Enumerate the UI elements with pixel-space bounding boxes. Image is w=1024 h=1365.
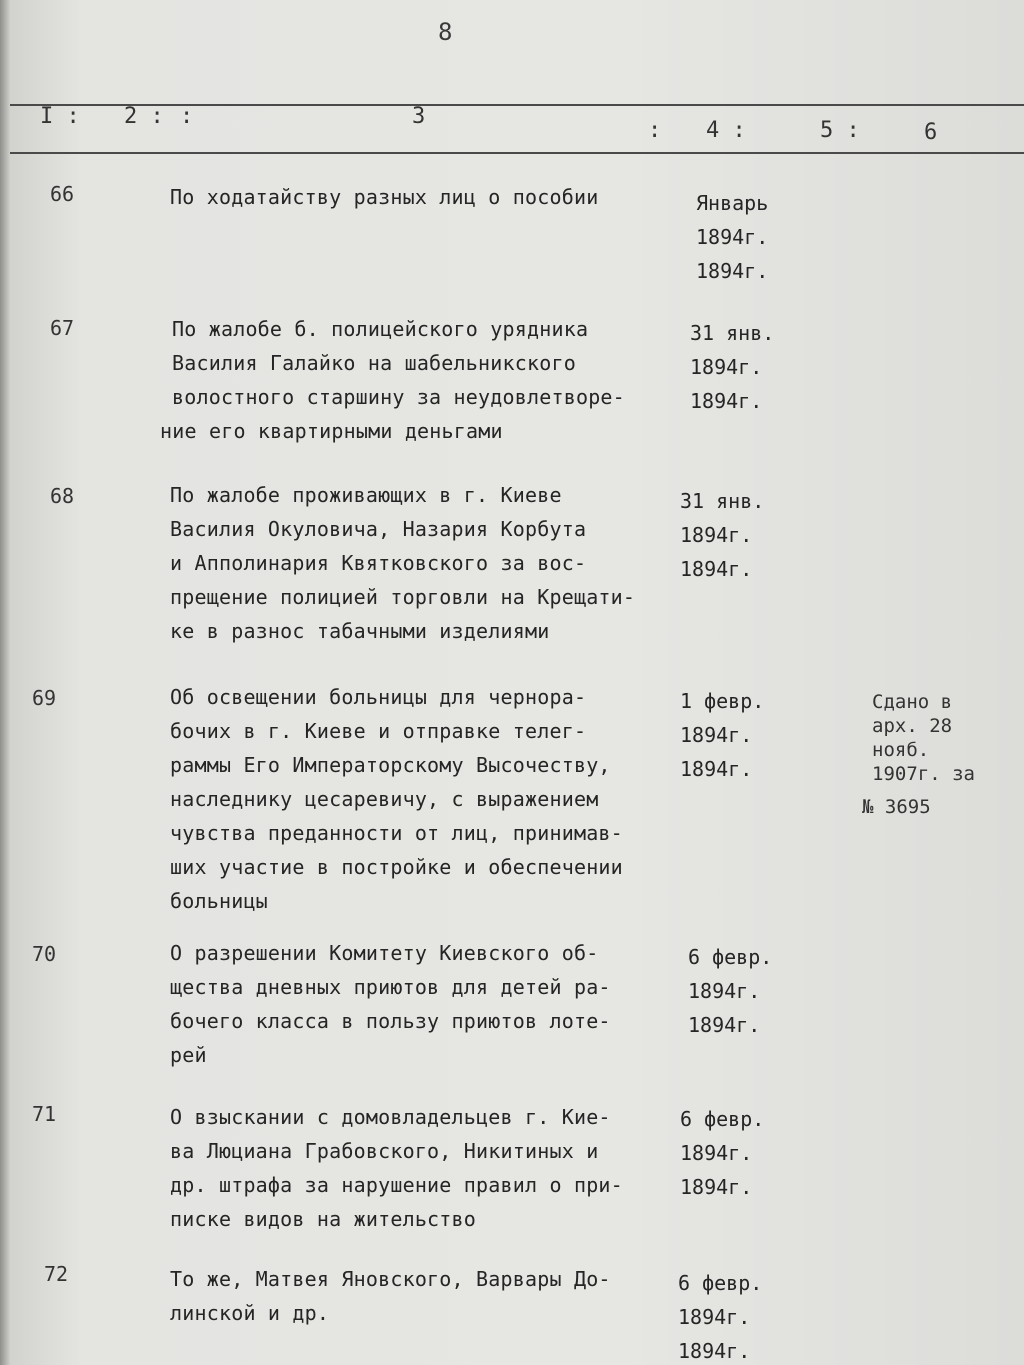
entry-title <box>170 1262 690 1330</box>
entry-title-line: бочего класса в пользу приютов лоте- <box>170 1009 611 1033</box>
entry-date-line: 1894г. <box>680 1175 753 1199</box>
entry-date-line: 1894г. <box>696 225 769 249</box>
archive-note-line: Сдано в <box>872 691 953 713</box>
entry-date-line: 1894г. <box>688 979 761 1003</box>
entry-title-line: Василия Галайко на шабельникского <box>172 351 576 375</box>
entry-date-line: 1894г. <box>680 723 753 747</box>
header-col-4: 4 : <box>706 118 746 143</box>
entry-date-line: 1 февр. <box>680 689 765 713</box>
entry-date-line: 6 февр. <box>678 1271 763 1295</box>
entry-title-line: О взыскании с домовладельцев г. Кие- <box>170 1105 611 1129</box>
entry-number: 67 <box>50 316 75 340</box>
header-col-6: 6 <box>924 120 938 145</box>
entry-title-line: Об освещении больницы для черноpa- <box>170 685 587 709</box>
header-col-2-separator: : <box>180 104 194 129</box>
header-col-3: 3 <box>412 104 426 129</box>
entry-title-line: ва Люциана Грабовского, Никитиных и <box>170 1139 599 1163</box>
entry-title <box>170 180 690 214</box>
entry-title <box>170 478 690 648</box>
entry-title-line: бочих в г. Киеве и отправке телег- <box>170 719 587 743</box>
entry-date-line: 1894г. <box>690 389 763 413</box>
page-edge-shadow <box>0 0 10 1365</box>
entry-title-line: рей <box>170 1043 207 1067</box>
entry-dates <box>680 1102 800 1204</box>
entry-number: 70 <box>32 942 57 966</box>
entry-title-line: наследнику цесаревичу, с выражением <box>170 787 599 811</box>
entry-date-line: 31 янв. <box>680 489 765 513</box>
entry-title-line: ке в разнос табачными изделиями <box>170 619 550 643</box>
archive-note-line: нояб. <box>872 739 930 761</box>
entry-date-line: 1894г. <box>680 1141 753 1165</box>
entry-title <box>170 936 690 1072</box>
entry-dates <box>680 684 800 786</box>
entry-number: 69 <box>32 686 57 710</box>
entry-title-line: По жалобе б. полицейского урядника <box>172 317 589 341</box>
entry-number: 71 <box>32 1102 57 1126</box>
entry-dates <box>678 1266 798 1365</box>
archive-note-line: 1907г. за <box>872 763 975 785</box>
entry-title-line: писке видов на жительство <box>170 1207 477 1231</box>
header-col-1: I : <box>40 104 80 129</box>
entry-title <box>160 312 692 448</box>
entry-title <box>170 680 690 918</box>
entry-dates <box>696 186 816 288</box>
entry-title-line: ние его квартирными деньгами <box>160 419 503 443</box>
entry-title-line: По ходатайству разных лиц о пособии <box>170 185 599 209</box>
archive-note <box>872 690 1022 786</box>
header-col-3-separator: : <box>648 118 662 143</box>
entry-date-line: 1894г. <box>678 1305 751 1329</box>
entry-date-line: 6 февр. <box>680 1107 765 1131</box>
page-number: 8 <box>438 18 453 46</box>
entry-dates <box>688 940 808 1042</box>
archive-note-line: арх. 28 <box>872 715 953 737</box>
header-col-5: 5 : <box>820 118 860 143</box>
entry-title-line: раммы Его Императорскому Высочеству, <box>170 753 611 777</box>
header-col-2: 2 : <box>124 104 164 129</box>
entry-title-line: чувства преданности от лиц, принимав- <box>170 821 623 845</box>
entry-date-line: 1894г. <box>678 1339 751 1363</box>
entry-title-line: и Апполинария Квятковского за вос- <box>170 551 587 575</box>
entry-title-line: По жалобе проживающих в г. Киеве <box>170 483 562 507</box>
entry-date-line: 31 янв. <box>690 321 775 345</box>
entry-date-line: Январь <box>696 191 769 215</box>
entry-date-line: 1894г. <box>680 523 753 547</box>
entry-date-line: 1894г. <box>696 259 769 283</box>
entry-title-line: щества дневных приютов для детей ра- <box>170 975 611 999</box>
entry-date-line: 1894г. <box>680 557 753 581</box>
archive-note-number: № 3695 <box>862 796 931 818</box>
entry-date-line: 1894г. <box>688 1013 761 1037</box>
entry-number: 68 <box>50 484 75 508</box>
entry-title-line: О разрешении Комитету Киевского об- <box>170 941 599 965</box>
entry-title-line: прещение полицией торговли на Крещати- <box>170 585 636 609</box>
entry-title-line: линской и др. <box>170 1301 330 1325</box>
entry-title-line: Василия Окуловича, Назария Корбута <box>170 517 587 541</box>
entry-number: 72 <box>44 1262 69 1286</box>
entry-date-line: 6 февр. <box>688 945 773 969</box>
entry-title-line: волостного старшину за неудовлетворе- <box>172 385 625 409</box>
entry-title-line: То же, Матвея Яновского, Варвары До- <box>170 1267 611 1291</box>
entry-date-line: 1894г. <box>690 355 763 379</box>
entry-dates <box>680 484 800 586</box>
entry-title-line: больницы <box>170 889 268 913</box>
entry-date-line: 1894г. <box>680 757 753 781</box>
header-bottom-rule <box>10 152 1024 154</box>
entry-title-line: ших участие в постройке и обеспечении <box>170 855 623 879</box>
entry-dates <box>690 316 810 418</box>
entry-number: 66 <box>50 182 75 206</box>
entry-title <box>170 1100 690 1236</box>
entry-title-line: др. штрафа за нарушение правил о при- <box>170 1173 623 1197</box>
